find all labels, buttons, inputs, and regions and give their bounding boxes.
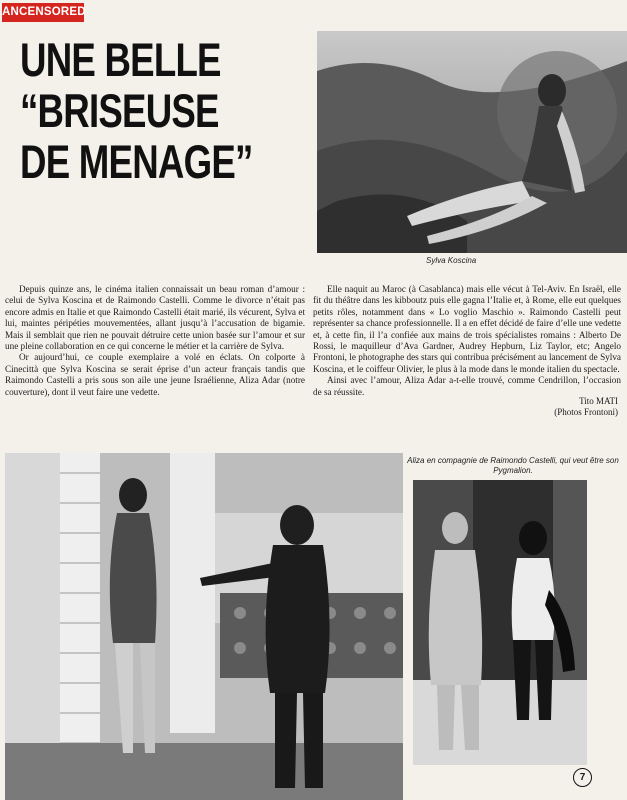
article-column-1 — [5, 284, 305, 398]
byline — [470, 396, 618, 418]
headline-line-1: UNE BELLE — [20, 33, 221, 86]
magazine-badge: ANCENSORED — [2, 3, 84, 22]
photo-credit: (Photos Frontoni) — [554, 407, 618, 417]
article-column-2 — [313, 284, 621, 398]
paragraph: Depuis quinze ans, le cinéma italien connaissait un beau roman d’amour : celui de Sylva Koscina et de Raimondo Castelli. Comme le divorce n’était pas encore admis en Italie et que Raimondo Castelli était marié, ils vécurent, Sylva et lui, maintes péripéties mouvementées, allant jusqu’à l’accusation de bigamie. Mais il semblait que rien ne pouvait détruire cette union basée sur l’amour et sur une pleine collaboration en ce qui concerne le métier et la carrière de Sylva. — [5, 284, 305, 352]
bottom-right-caption: Aliza en compagnie de Raimondo Castelli, qui veut être son Pygmalion. — [407, 456, 619, 475]
bottom-left-photo — [5, 453, 403, 800]
paragraph: Ainsi avec l’amour, Aliza Adar a-t-elle trouvé, comme Cendrillon, l’occasion de sa réussite. — [313, 375, 621, 397]
bottom-right-photo — [413, 480, 587, 765]
paragraph: Or aujourd’hui, ce couple exemplaire a volé en éclats. On colporte à Cinecittà que Sylva Koscina se serait éprise d’un acteur français tandis que Raimondo Castelli a pris sous son aile une jeune Israélienne, Aliza Adar (notre couverture), dont il veut faire une vedette. — [5, 352, 305, 397]
headline-line-3: DE MENAGE” — [20, 135, 253, 188]
rocky-beach-photo — [317, 31, 627, 253]
balcony-photo — [5, 453, 403, 800]
author: Tito MATI — [579, 396, 618, 406]
headline — [20, 33, 253, 188]
headline-line-2: “BRISEUSE — [20, 84, 219, 137]
page-number: 7 — [573, 768, 592, 787]
top-photo — [317, 31, 627, 253]
couple-photo — [413, 480, 587, 765]
top-photo-caption: Sylva Koscina — [426, 256, 477, 265]
paragraph: Elle naquit au Maroc (à Casablanca) mais elle vécut à Tel-Aviv. En Israël, elle fit du théâtre dans les kibboutz puis elle gagna l’Italie et, à Rome, elle eut quelques petits rôles, notamment dans « Lo voglio Maschio ». Raimondo Castelli peut représenter sa chance professionnelle. Il a en effet décidé de faire d’elle une vedette et, à cette fin, il l’a confiée aux mains de trois spécialistes romains : Alberto De Rossi, le maquilleur d’Ava Gardner, Audrey Hepburn, Liz Taylor, etc; Angelo Frontoni, le photographe des stars qui contribua précisément au lancement de Sylva Koscina, et le coiffeur Olivier, le plus à la mode dans le monde italien du spectacle. — [313, 284, 621, 374]
